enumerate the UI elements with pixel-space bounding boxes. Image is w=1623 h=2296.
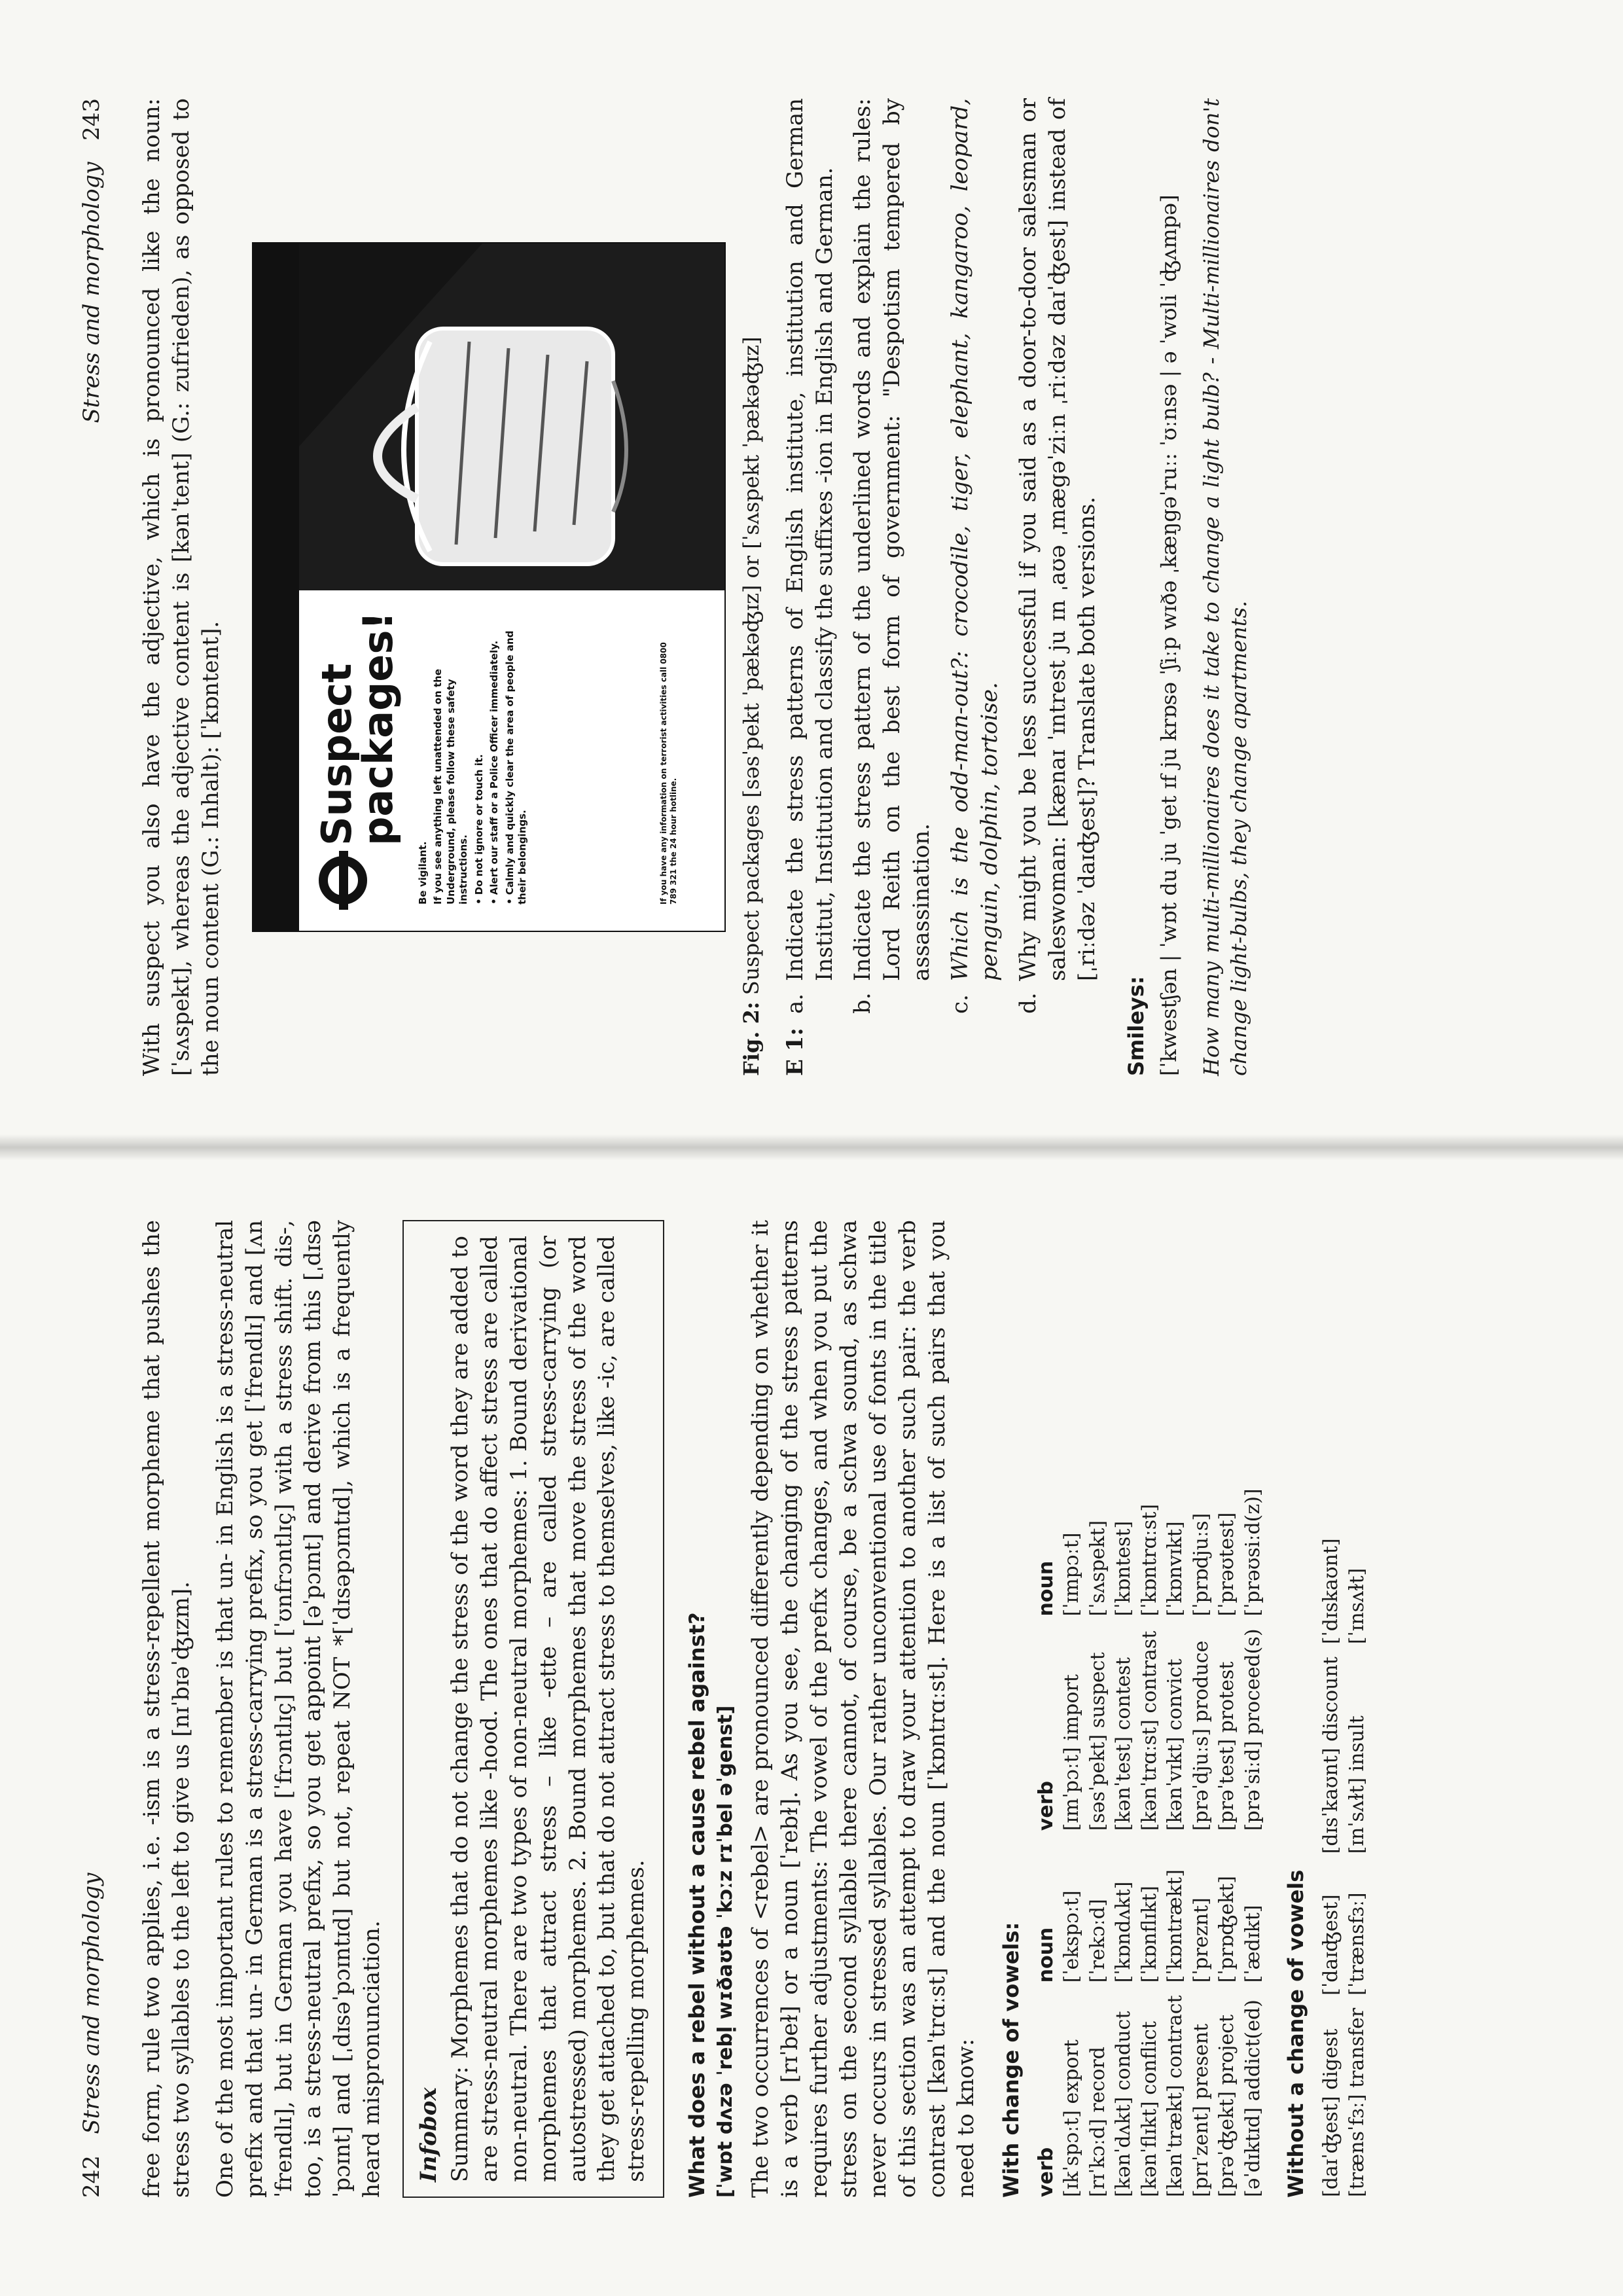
pair-verb: [kənˈtrɑːst] contrast [1137,1630,1161,1831]
pair-row [1214,1857,1240,2198]
pair-row [1344,1880,1370,2198]
pair-verb: [prəˈtest] protest [1215,1661,1239,1831]
exercise-d-letter: d. [1014,992,1041,1014]
pair-verb: [rɪˈkɔːd] record [1086,2047,1109,2197]
exercise-a [781,98,840,1076]
underground-roundel-icon [319,856,367,905]
suspect-packages-poster [252,242,726,932]
pair-noun: [ˈɪnsʌɫt] [1345,1568,1368,1645]
column-header-noun: noun [1034,1927,1058,1983]
exercise-d-text: Why might you be less successful if you said as a door-to-door salesman or saleswoman: [kænaɪ ˈɪntrest ju ɪn ˌaʊə ˌmægəˈziːn ˌriːdəz daɪˈʤest] instead of [ˌriːdəz ˈdaɪʤest]? Translate both versions. [1014,98,1100,981]
pair-noun: [ˈpreznt] [1189,1897,1213,1983]
pairs-table-a [1033,1857,1266,2198]
exercise-c-letter: c. [947,994,973,1014]
pair-noun: [ˈkɒntest] [1112,1520,1135,1617]
poster-title-line-1: Suspect [312,663,361,846]
pair-verb: [trænsˈfɜː] transfer [1345,2007,1368,2197]
pair-noun: [ˈprəʊtest] [1215,1512,1239,1617]
pair-verb: [əˈdɪktɪd] addict(ed) [1241,2000,1264,2197]
exercise-b-letter: b. [849,992,876,1014]
right-running-title: Stress and morphology [79,162,105,423]
right-page-number: 243 [79,98,105,141]
pair-noun: [ˈtrænsfɜː] [1345,1892,1368,1996]
poster-bullet-3: • Calmly and quickly clear the area of people and their belongings. [503,630,529,905]
pair-noun: [ˈædɪkt] [1241,1905,1264,1983]
poster-top-band [253,243,299,931]
left-running-head [79,1220,105,2198]
pair-row [1137,1477,1163,1831]
pair-verb: [kənˈflɪkt] conflict [1137,2021,1161,2197]
pair-row [1188,1477,1215,1831]
infobox-text: Summary: Morphemes that do not change the stress of the word they are added to are stress-neutral morphemes like -hood. The ones that do affect stress are called non-neutral. There are two types of non-neutral morphemes: 1. Bound derivational morphemes that attract stress – like -ette – are called stress-carrying (or autostressed) morphemes. 2. Bound morphemes that move the stress of the word they get attached to, but that do not attract stress to themselves, like -ic, are called stress-repelling morphemes. [447,1236,650,2182]
bag-illustration-icon [299,243,724,590]
pair-verb: [kənˈvɪkt] convict [1164,1659,1187,1831]
left-page [0,1148,1623,2296]
left-running-title: Stress and morphology [79,1873,105,2134]
figure-caption [739,98,764,1076]
exercise-d [1014,98,1102,1076]
pair-noun: [ˈdaɪʤest] [1319,1894,1342,1996]
column-header-verb: verb [1034,1781,1058,1831]
pair-verb: [prəˈsiːd] proceed(s) [1241,1628,1264,1831]
pair-row [1318,1526,1344,1854]
pair-verb: [ɪkˈspɔːt] export [1060,2039,1084,2197]
with-change-heading: With change of vowels: [999,1922,1024,2198]
pair-noun: [ˈprɒdjuːs] [1189,1513,1213,1617]
pair-verb: [daɪˈʤest] digest [1319,2028,1342,2197]
pair-verb: [dɪsˈkaʊnt] discount [1319,1657,1342,1854]
pair-row [1240,1857,1266,2198]
caption-text: Suspect packages [səsˈpekt ˈpækəʤɪz] or [ˈsʌspekt ˈpækəʤɪz] [738,336,764,996]
pair-row [1162,1477,1188,1831]
pair-row [1111,1477,1137,1831]
pairs-with-change [1033,1220,1266,2198]
poster-instructions [417,630,532,905]
smiley-joke: How many multi-millionaires does it take to change a light bulb? - Multi-millionaires don't change light-bulbs, they change apartments. [1198,98,1251,1076]
pair-verb: [ɪnˈsʌɫt] insult [1345,1715,1368,1854]
poster-bullet-1: • Do not ignore or touch it. [473,754,485,905]
pair-row [1059,1477,1085,1831]
poster-bullet-2: • Alert our staff or a Police Officer immediately. [488,640,501,905]
pair-noun: [ˈkɒndʌkt] [1112,1881,1135,1983]
exercise-label: E 1: [781,1028,808,1076]
pair-noun: [ˈprəʊsiːd(z)] [1241,1488,1264,1617]
left-page-number: 242 [79,2155,105,2198]
poster-title-line-2: packages! [353,611,402,846]
pair-verb: [səsˈpekt] suspect [1086,1652,1109,1831]
section-heading [684,1220,738,2198]
exercise-a-letter: a. [781,993,808,1014]
section-heading-text: What does a rebel without a cause rebel against? [685,1612,710,2198]
without-change-heading: Without a change of vowels [1283,1869,1309,2198]
smileys-block [1155,98,1253,1076]
pair-noun: [ˈekspɔːt] [1060,1890,1084,1983]
poster-line-2: If you see anything left unattended on the Underground, please follow these safety instructions. [432,668,470,905]
section-heading-ipa: [ˈwɒt dʌzə ˈrebḷ wɪðaʊtə ˈkɔːz rɪˈbel əˈgenst] [713,1705,737,2198]
pair-noun: [ˈrekɔːd] [1086,1899,1109,1983]
left-paragraph-2: One of the most important rules to remember is that un- in English is a stress-neutral prefix and that un- in German is a stress-carrying prefix, so you get [ˈfrendlɪ] and [ʌnˈfrendlɪ], but in German you have [ˈfrɔntlɪç] but [ˈʊnfrɔntlɪç] with a stress shift. dis-, too, is a stress-neutral prefix, so you get appoint [əˈpɔɪnt] and derive from this [ˌdɪsəˈpɔɪnt] and [ˌdɪsəˈpɔɪntɪd] but not, repeat NOT *[ˈdɪsəpɔɪntɪd], which is a frequently heard mispronunciation. [211,1220,385,2198]
pair-noun: [ˈkɒnvɪkt] [1164,1521,1187,1617]
pair-noun: [ˈɪmpɔːt] [1060,1532,1084,1617]
pair-row [1344,1526,1370,1854]
exercise-c [946,98,1005,1076]
poster-footer: If you have any information on terrorist activities call 0800 789 321 the 24 hour hotline. [658,642,678,905]
poster-title [312,611,402,846]
infobox-title: Infobox [416,2087,442,2182]
left-paragraph-3: The two occurrences of <rebel> are pronounced differently depending on whether it is a verb [rɪˈbeɫ] or a noun [ˈrebɫ]. As you see, the changing of the stress patterns requires further adjustments: The vowel of the prefix changes, and when you put the stress on the second syllable there cannot, of course, be a schwa sound, as schwa never occurs in stressed syllables. Our rather unconventional use of fonts in the title of this section was an attempt to draw your attention to another such pair: the verb contrast [kənˈtrɑːst] and the noun [ˈkɒntrɑːst]. Here is a list of such pairs that you need to know: [747,1220,980,2198]
pair-noun: [ˈkɒnflɪkt] [1137,1886,1161,1983]
column-header-noun: noun [1034,1560,1058,1617]
column-header-verb: verb [1034,2147,1058,2197]
pairs-table-d [1318,1526,1370,1854]
pair-noun: [ˈkɒntrɑːst] [1137,1503,1161,1617]
infobox [402,1220,664,2198]
pairs-without-change [1318,1220,1370,2198]
pair-verb: [kənˈdʌkt] conduct [1112,2011,1135,2197]
exercise-b [848,98,936,1076]
pairs-table-c [1318,1880,1370,2198]
pair-row [1240,1477,1266,1831]
exercise-b-text: Indicate the stress pattern of the underlined words and explain the rules: Lord Reith on the best form of government: "Despotism tempered by assassination. [849,98,935,981]
pair-noun: [ˈkɒntrækt] [1164,1869,1187,1983]
exercise-a-text: Indicate the stress patterns of English institute, institution and German Institut, Institution and classify the suffixes -ion in English and German. [781,98,838,981]
pair-row [1188,1857,1215,2198]
pair-row [1318,1880,1344,2198]
pair-row [1137,1857,1163,2198]
pair-row [1085,1477,1111,1831]
poster-line-1: Be vigilant. [416,841,429,905]
pair-verb: [kənˈtest] contest [1112,1657,1135,1831]
left-paragraph-1: free form, rule two applies, i.e. -ism is a stress-repellent morpheme that pushes the stress two syllables to the left to give us [nɪˈbɪəˈʤɪzm]. [139,1220,194,2198]
pair-verb: [prɪˈzent] present [1189,2023,1213,2197]
right-paragraph-1: With suspect you also have the adjective, which is pronounced like the noun: [ˈsʌspekt], whereas the adjective content is [kənˈtent] (G.: zufrieden), as opposed to the noun content (G.: Inhalt): [ˈkɒntent]. [139,98,224,1076]
smileys-heading: Smileys: [1124,976,1149,1076]
pair-noun: [ˈdɪskaʊnt] [1319,1538,1342,1645]
pair-noun: [ˈprɒʤekt] [1215,1876,1239,1983]
pair-verb: [ɪmˈpɔːt] import [1060,1674,1084,1831]
caption-label: Fig. 2: [738,1001,764,1076]
poster-bag-image [299,243,724,590]
pairs-table-b [1033,1477,1266,1831]
pair-row [1111,1857,1137,2198]
right-running-head [79,98,105,1076]
pair-verb: [prəˈʤekt] project [1215,2015,1239,2197]
pair-row [1059,1857,1085,2198]
pair-verb: [kənˈtrækt] contract [1164,1995,1187,2197]
smiley-ipa: [ˈkwestʃən | ˈwɒt du ju ˈget ɪf ju krɒsə ˈʃiːp wɪðə ˌkæŋgəˈruː: ˈʊːnsə | ə ˈwʊli ˈʤʌmpə] [1156,194,1182,1076]
pair-row [1162,1857,1188,2198]
pair-row [1214,1477,1240,1831]
pair-row [1085,1857,1111,2198]
pair-noun: [ˈsʌspekt] [1086,1520,1109,1617]
exercise-c-text: Which is the odd-man-out?: crocodile, tiger, elephant, kangaroo, leopard, penguin, dolphin, tortoise. [947,98,1003,981]
pair-verb: [prəˈdjuːs] produce [1189,1640,1213,1831]
